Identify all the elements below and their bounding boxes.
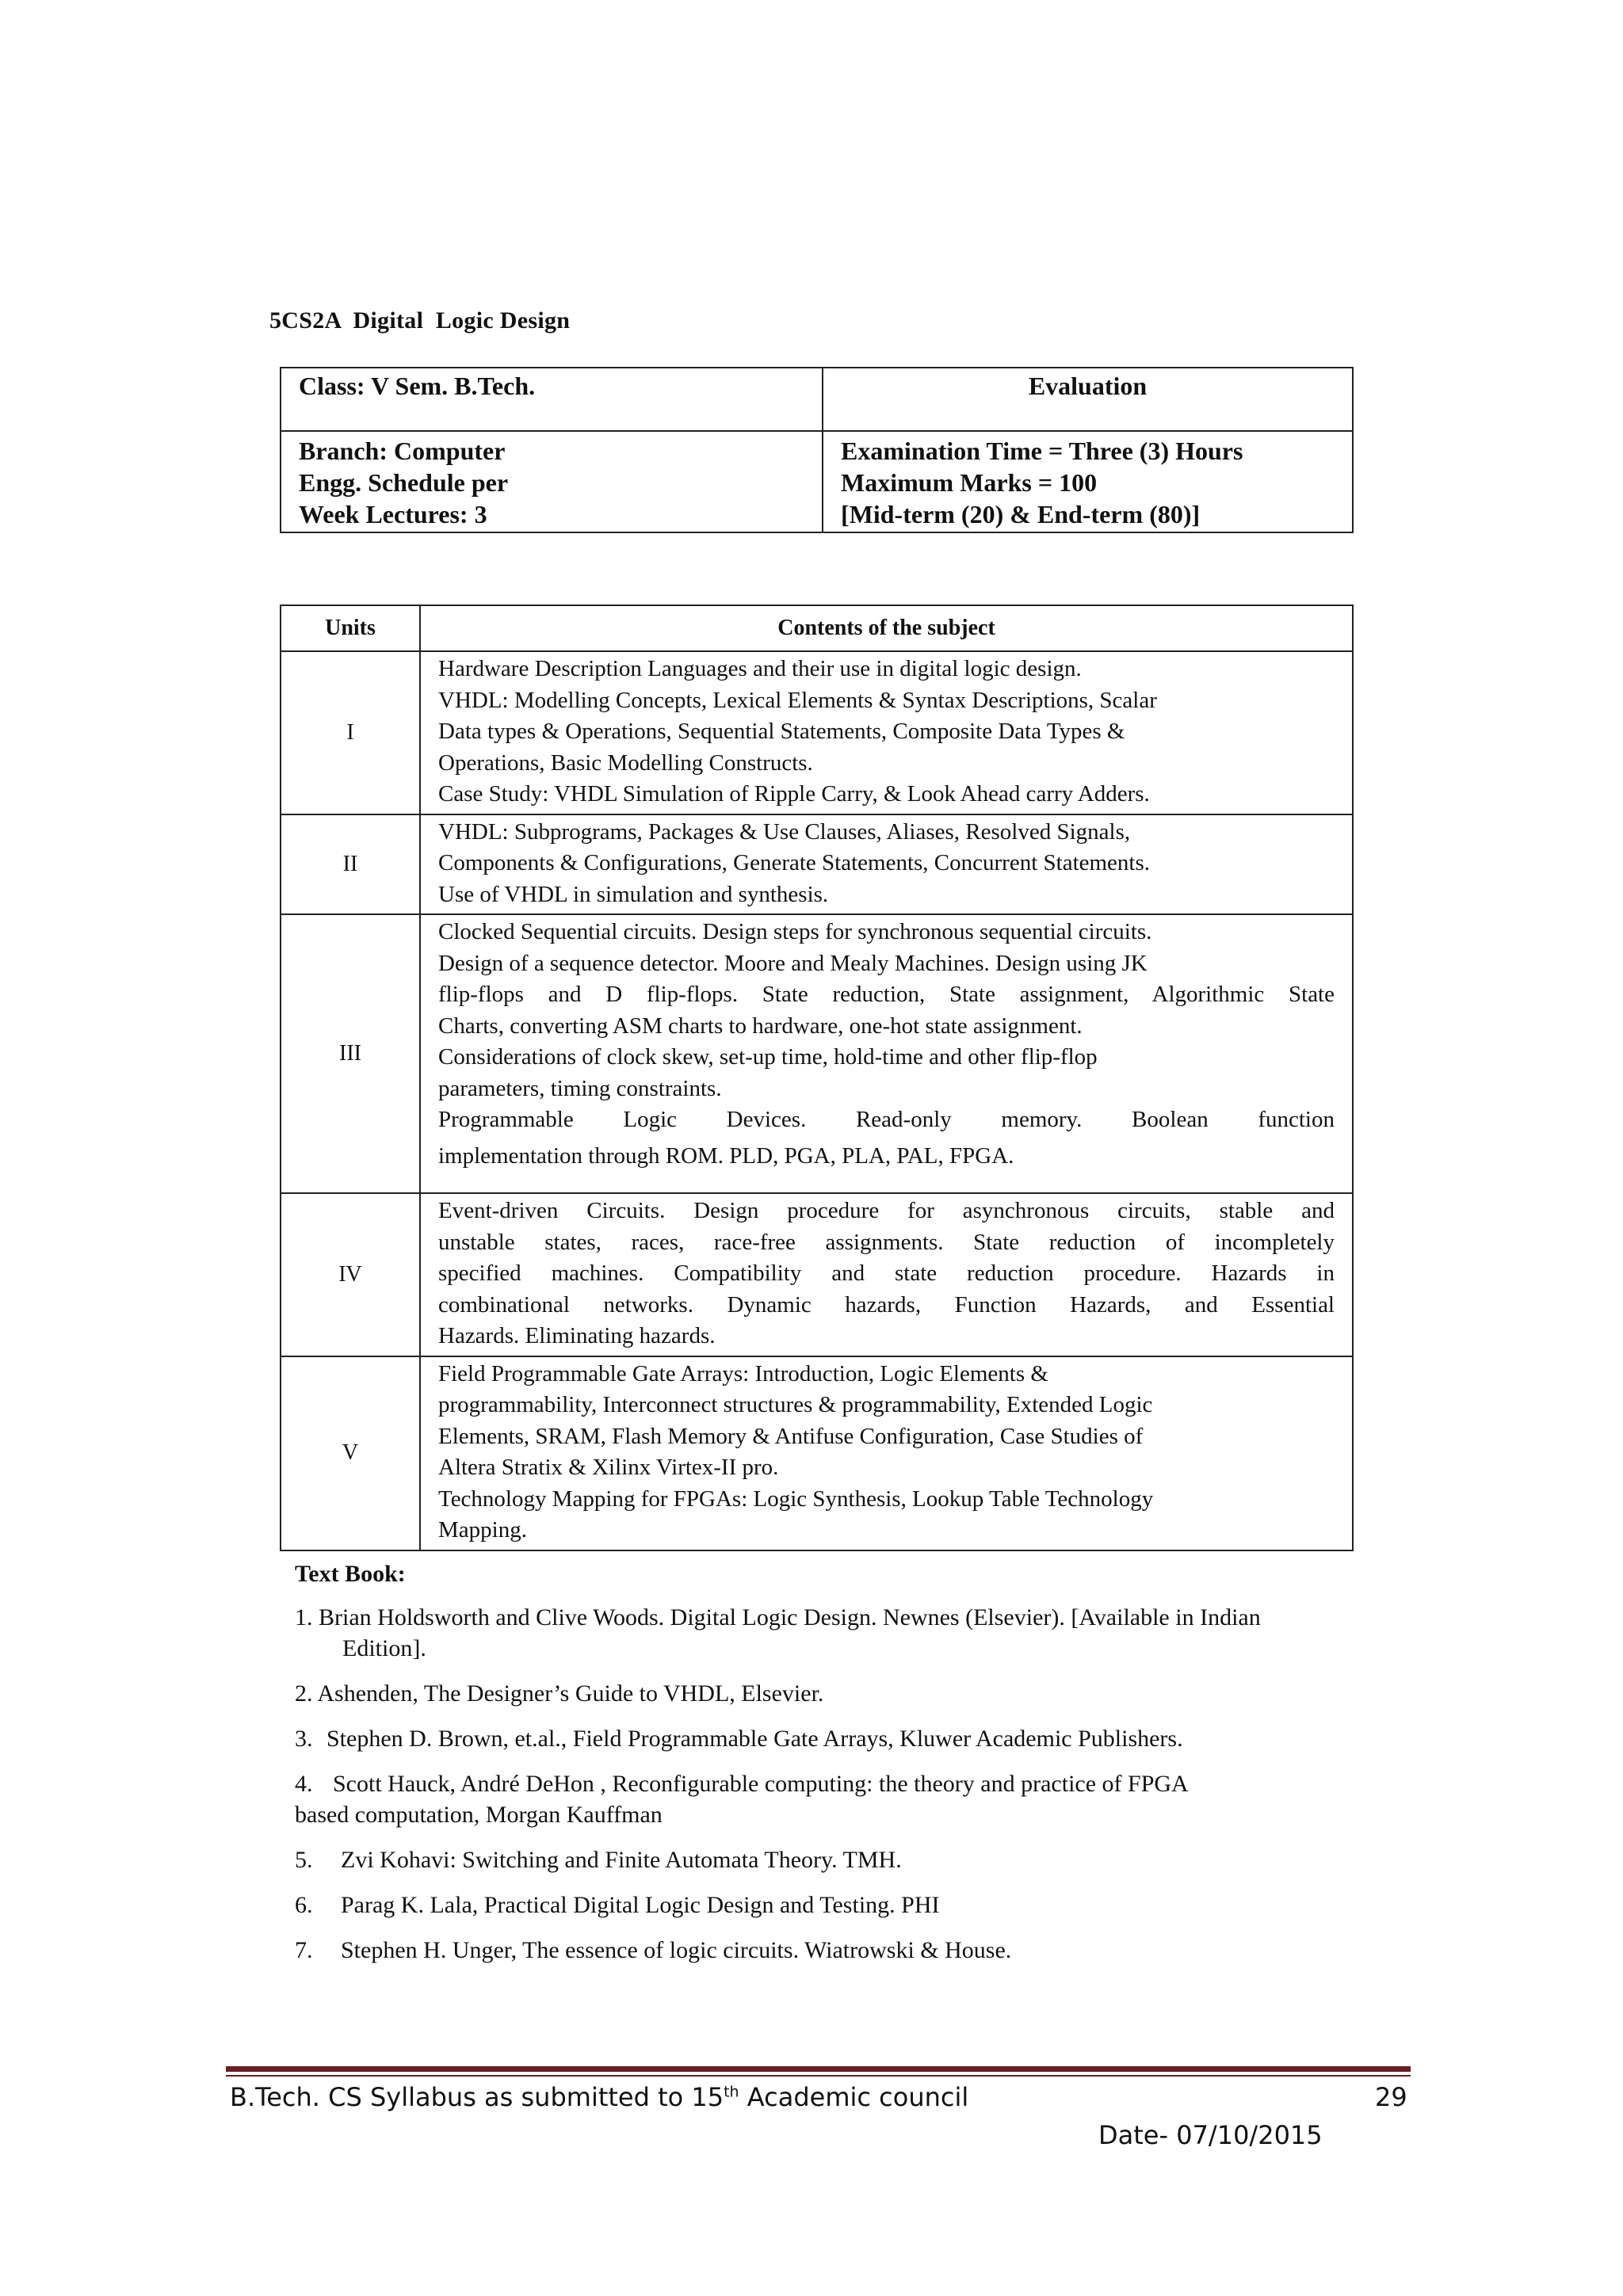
ref-number: 1. xyxy=(295,1604,313,1630)
ref-text: Ashenden, The Designer’s Guide to VHDL, Elsevier. xyxy=(317,1680,824,1707)
marks-split-text: [Mid-term (20) & End-term (80)] xyxy=(841,500,1201,528)
footer-date: Date- 07/10/2015 xyxy=(1098,2120,1323,2150)
branch-cell xyxy=(281,431,823,532)
content-line: Considerations of clock skew, set-up time, hold-time and other flip-flop xyxy=(438,1044,1098,1070)
ref-number: 6. xyxy=(295,1892,313,1918)
content-line: Design of a sequence detector. Moore and Mealy Machines. Design using JK xyxy=(438,950,1148,976)
exam-time-text: Examination Time = Three (3) Hours xyxy=(841,437,1243,465)
unit-number: II xyxy=(281,814,420,915)
table-row xyxy=(281,1193,1353,1356)
unit-number: III xyxy=(281,914,420,1193)
content-line: Event-driven Circuits. Design procedure for asynchronous circuits, stable and xyxy=(438,1198,1335,1223)
content-line: Hazards. Eliminating hazards. xyxy=(438,1323,716,1348)
list-item xyxy=(295,1723,1420,1754)
content-line: programmability, Interconnect structures & programmability, Extended Logic xyxy=(438,1392,1153,1417)
content-line: Programmable Logic Devices. Read-only memory. Boolean function xyxy=(438,1107,1335,1132)
unit-number: IV xyxy=(281,1193,420,1356)
course-info-table xyxy=(280,367,1354,533)
units-table xyxy=(280,605,1354,1551)
ref-text: Edition]. xyxy=(342,1635,426,1661)
content-line: Charts, converting ASM charts to hardware, one-hot state assignment. xyxy=(438,1013,1083,1039)
content-line: parameters, timing constraints. xyxy=(438,1075,722,1101)
content-line: Components & Configurations, Generate Statements, Concurrent Statements. xyxy=(438,850,1151,875)
content-line: Case Study: VHDL Simulation of Ripple Carry, & Look Ahead carry Adders. xyxy=(438,781,1150,807)
class-cell: Class: V Sem. B.Tech. xyxy=(281,368,823,431)
content-line: Altera Stratix & Xilinx Virtex-II pro. xyxy=(438,1455,779,1480)
footer-text-end: Academic council xyxy=(739,2082,969,2112)
ref-number: 2. xyxy=(295,1680,313,1707)
textbook-heading: Text Book: xyxy=(295,1561,406,1587)
units-header: Units xyxy=(281,605,420,651)
table-row xyxy=(281,1356,1353,1550)
ref-number: 5. xyxy=(295,1847,313,1873)
list-item xyxy=(295,1844,1420,1875)
ref-number: 4. xyxy=(295,1771,313,1797)
lectures-text: Week Lectures: 3 xyxy=(299,500,487,528)
content-line: Mapping. xyxy=(438,1517,527,1543)
unit-number: V xyxy=(281,1356,420,1550)
content-line: Field Programmable Gate Arrays: Introduction, Logic Elements & xyxy=(438,1360,1048,1386)
list-item xyxy=(295,1768,1420,1830)
content-line: VHDL: Modelling Concepts, Lexical Elements & Syntax Descriptions, Scalar xyxy=(438,687,1157,713)
content-line: combinational networks. Dynamic hazards, Function Hazards, and Essential xyxy=(438,1291,1335,1318)
unit-number: I xyxy=(281,651,420,814)
unit-contents xyxy=(420,1356,1353,1550)
max-marks-text: Maximum Marks = 100 xyxy=(841,468,1098,497)
ref-number: 3. xyxy=(295,1726,313,1752)
list-item xyxy=(295,1602,1420,1664)
unit-contents xyxy=(420,814,1353,915)
unit-contents xyxy=(420,651,1353,814)
table-row xyxy=(281,814,1353,915)
content-line: Data types & Operations, Sequential Statements, Composite Data Types & xyxy=(438,719,1125,744)
content-line: Use of VHDL in simulation and synthesis. xyxy=(438,881,829,907)
list-item xyxy=(295,1935,1420,1966)
table-row xyxy=(281,914,1353,1193)
ref-text: Stephen H. Unger, The essence of logic circuits. Wiatrowski & House. xyxy=(341,1937,1012,1963)
footer-text xyxy=(230,2082,968,2112)
ref-text: Brian Holdsworth and Clive Woods. Digital Logic Design. Newnes (Elsevier). [Available in Indian xyxy=(319,1604,1261,1630)
ref-text: Zvi Kohavi: Switching and Finite Automata Theory. TMH. xyxy=(341,1847,902,1873)
ref-text: Parag K. Lala, Practical Digital Logic Design and Testing. PHI xyxy=(341,1892,940,1918)
content-line: unstable states, races, race-free assignments. State reduction of incompletely xyxy=(438,1229,1335,1255)
content-line: specified machines. Compatibility and state reduction procedure. Hazards in xyxy=(438,1261,1335,1286)
branch-text: Branch: Computer xyxy=(299,437,506,465)
footer-text-start: B.Tech. CS Syllabus as submitted to 15 xyxy=(230,2082,724,2112)
unit-contents xyxy=(420,1193,1353,1356)
ref-text: Stephen D. Brown, et.al., Field Programmable Gate Arrays, Kluwer Academic Publishers. xyxy=(327,1726,1183,1752)
content-line: Operations, Basic Modelling Constructs. xyxy=(438,749,813,776)
schedule-text: Engg. Schedule per xyxy=(299,468,509,497)
ref-text: Scott Hauck, André DeHon , Reconfigurable computing: the theory and practice of FPGA xyxy=(333,1771,1189,1797)
contents-header: Contents of the subject xyxy=(420,605,1353,651)
unit-contents xyxy=(420,914,1353,1193)
footer-superscript: th xyxy=(724,2083,739,2101)
course-title: 5CS2A Digital Logic Design xyxy=(269,307,571,334)
footer-rule xyxy=(226,2066,1411,2072)
content-line: Elements, SRAM, Flash Memory & Antifuse Configuration, Case Studies of xyxy=(438,1423,1144,1449)
evaluation-cell: Evaluation xyxy=(823,368,1353,431)
content-line: implementation through ROM. PLD, PGA, PLA, PAL, FPGA. xyxy=(438,1142,1014,1169)
ref-number: 7. xyxy=(295,1937,313,1963)
content-line: Clocked Sequential circuits. Design steps for synchronous sequential circuits. xyxy=(438,919,1152,944)
content-line: Technology Mapping for FPGAs: Logic Synthesis, Lookup Table Technology xyxy=(438,1486,1154,1512)
exam-cell xyxy=(823,431,1353,532)
content-line: Hardware Description Languages and their use in digital logic design. xyxy=(438,656,1082,681)
ref-text: based computation, Morgan Kauffman xyxy=(295,1802,663,1828)
table-row xyxy=(281,651,1353,814)
reference-list xyxy=(295,1602,1420,1980)
page-number: 29 xyxy=(1375,2082,1407,2112)
footer-rule xyxy=(226,2075,1411,2077)
content-line: VHDL: Subprograms, Packages & Use Clauses, Aliases, Resolved Signals, xyxy=(438,818,1131,845)
list-item xyxy=(295,1678,1420,1709)
content-line: flip-flops and D flip-flops. State reduction, State assignment, Algorithmic State xyxy=(438,982,1335,1007)
list-item xyxy=(295,1890,1420,1920)
